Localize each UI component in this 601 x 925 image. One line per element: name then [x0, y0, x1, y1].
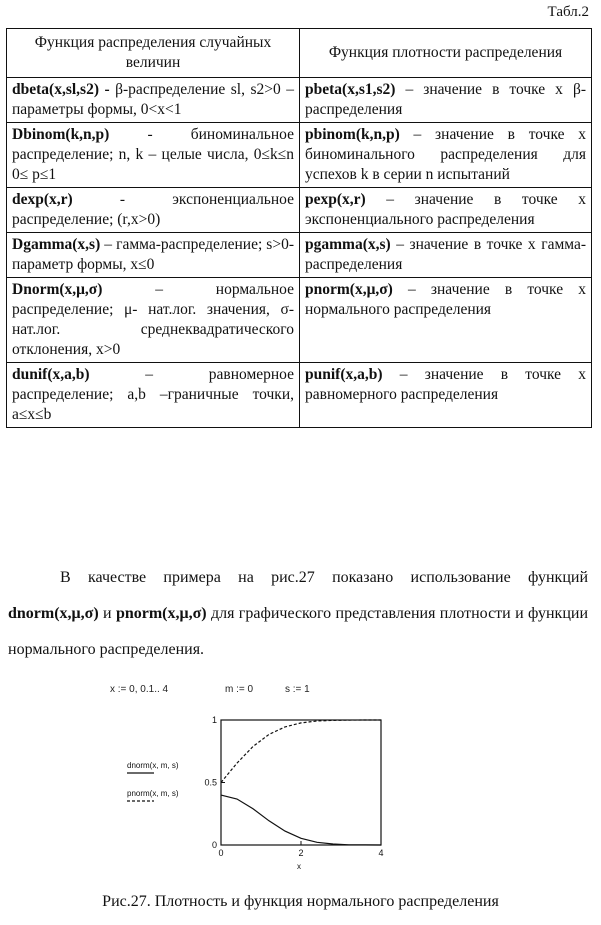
cell-left — [7, 78, 300, 123]
cell-right — [300, 188, 592, 233]
function-description: – равномерное распределение; a,b –граничные точки, a≤x≤b — [12, 366, 294, 423]
function-description: β-распределение sl, s2>0 – параметры формы, 0<x<1 — [12, 81, 294, 118]
plot-frame — [221, 720, 381, 845]
cell-left — [7, 233, 300, 278]
cell-right — [300, 78, 592, 123]
function-description: – значение в точке x равномерного распределения — [305, 366, 586, 403]
function-name: pnorm(x,μ,σ) — [305, 281, 393, 298]
body-paragraph — [8, 560, 588, 668]
x-tick-label: 2 — [298, 848, 304, 858]
function-name: pexp(x,r) — [305, 191, 366, 208]
table-label: Табл.2 — [547, 4, 589, 20]
function-name: pbeta(x,s1,s2) — [305, 81, 396, 98]
y-tick-label: 0.5 — [204, 777, 217, 788]
table-row — [7, 233, 592, 278]
figure-caption: Рис.27. Плотность и функция нормального распределения — [102, 893, 499, 910]
function-description: – значение в точке x экспоненциального распределения — [305, 191, 586, 228]
series-pnorm-line — [221, 720, 381, 783]
cell-left — [7, 363, 300, 428]
x-axis-label: x — [297, 862, 301, 871]
function-description: – значение в точке x нормального распределения — [305, 281, 586, 318]
function-description: – значение в точке x β-распределения — [305, 81, 586, 118]
function-description: - биноминальное распределение; n, k – целые числа, 0≤k≤n 0≤ p≤1 — [12, 126, 294, 183]
function-name: pbinom(k,n,p) — [305, 126, 400, 143]
function-name-pnorm: pnorm(x,μ,σ) — [115, 605, 207, 622]
cell-right — [300, 278, 592, 363]
function-name: pgamma(x,s) — [305, 236, 391, 253]
legend-label: pnorm(x, m, s) — [127, 789, 179, 798]
paragraph-text: В качестве примера на рис.27 показано использование функций — [60, 569, 588, 586]
function-name: dbeta(x,sl,s2) - — [12, 81, 110, 98]
table-row — [7, 188, 592, 233]
y-tick-label: 0 — [211, 840, 217, 850]
table-header-row — [7, 29, 592, 78]
cell-left — [7, 278, 300, 363]
assign-x: x := 0, 0.1.. 4 — [110, 684, 169, 695]
distribution-functions-table — [6, 28, 592, 428]
cell-left — [7, 188, 300, 233]
function-name: Dnorm(x,μ,σ) — [12, 281, 103, 298]
header-distribution-function: Функция распределения случайных величин — [7, 29, 300, 78]
x-tick-label: 0 — [218, 848, 224, 858]
figure-normal-distribution — [100, 678, 520, 888]
function-name: punif(x,a,b) — [305, 366, 383, 383]
function-name: dunif(x,a,b) — [12, 366, 90, 383]
function-name: dexp(x,r) — [12, 191, 73, 208]
function-description: – гамма-распределение; s>0-параметр формы, x≤0 — [12, 236, 294, 273]
normal-distribution-chart — [100, 678, 520, 888]
function-description: – нормальное распределение; μ- нат.лог. значения, σ- нат.лог. среднеквадратического отклонения, x>0 — [12, 281, 294, 358]
assign-m: m := 0 — [225, 684, 254, 695]
cell-left — [7, 123, 300, 188]
cell-right — [300, 233, 592, 278]
x-tick-label: 4 — [378, 848, 384, 858]
function-name: Dgamma(x,s) — [12, 236, 101, 253]
assign-s: s := 1 — [285, 684, 310, 695]
series-dnorm-line — [221, 795, 381, 845]
function-description: – значение в точке x гамма-распределения — [305, 236, 586, 273]
cell-right — [300, 363, 592, 428]
table-row — [7, 363, 592, 428]
function-name: Dbinom(k,n,p) — [12, 126, 110, 143]
paragraph-text: и — [98, 605, 116, 622]
paragraph-text: для графического представления плотности и функции нормального распределения. — [8, 605, 588, 658]
table-row — [7, 278, 592, 363]
function-description: – значение в точке x биноминального распределения для успехов k в серии n испытаний — [305, 126, 586, 183]
function-name-dnorm: dnorm(x,μ,σ) — [8, 605, 99, 622]
header-density-function: Функция плотности распределения — [300, 29, 592, 78]
cell-right — [300, 123, 592, 188]
y-tick-label: 1 — [211, 715, 217, 725]
function-description: - экспоненциальное распределение; (r,x>0) — [12, 191, 294, 228]
legend-label: dnorm(x, m, s) — [127, 761, 179, 770]
table-row — [7, 78, 592, 123]
table-row — [7, 123, 592, 188]
